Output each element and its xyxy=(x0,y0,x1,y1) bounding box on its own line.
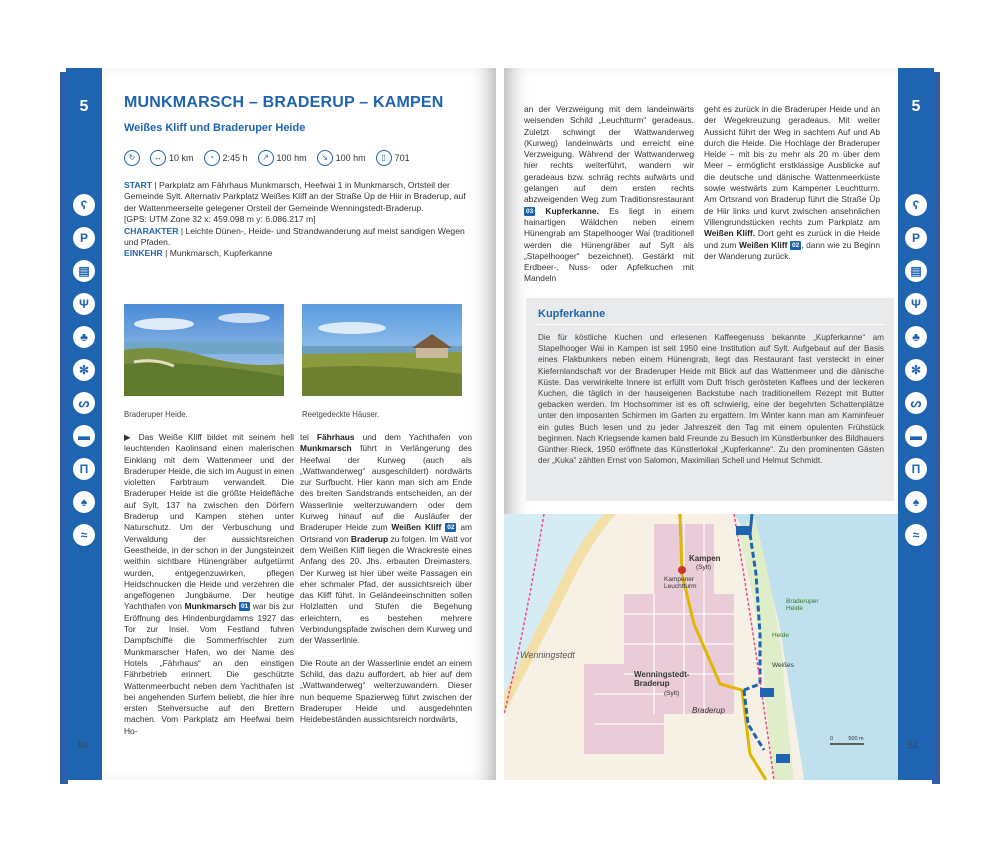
sidebar-icon-column xyxy=(70,194,98,557)
ascent-icon: ↗ xyxy=(258,150,274,166)
clock-icon: ◔ xyxy=(204,150,220,166)
left-page xyxy=(66,68,496,780)
right-page xyxy=(504,68,934,780)
caption-photo-1: Braderuper Heide. xyxy=(124,410,188,419)
parking-icon: P xyxy=(73,227,95,249)
distance-icon: ↔ xyxy=(150,150,166,166)
book-spread xyxy=(60,68,940,788)
bicycle-icon: ᔕ xyxy=(73,392,95,414)
chapter-number: 5 xyxy=(79,98,89,115)
map-label-wenningstedt-braderup: Wenningstedt-Braderup xyxy=(634,670,690,688)
bed-icon: ▬ xyxy=(905,425,927,447)
restaurant-icon: Ψ xyxy=(905,293,927,315)
stat-descent: 100 hm xyxy=(335,153,366,163)
route-icon: ↻ xyxy=(124,150,140,166)
kupferkanne-text: Die für köstliche Kuchen und erlesenen Kaffeegenuss bekannte „Kupferkanne“ am Stapelhooger Wai in Kampen ist seit 1950 eine Institution auf Sylt. Aufgebaut auf der Basis eines Flakbunkers neben einem Hünengrab, liegt das Restaurant fast versteckt in einer Kiefernlandschaft vor der Braderuper Heide mit Blick auf das Wattenmeer und die dänische Küste. Das verwinkelte Innere ist erfüllt vom Duft frisch gerösteten Kaffees und der leckeren Kuchen, die täglich in der hauseigenen Backstube nach traditionellem Rezept mit Butter gebacken werden. Im Hochsommer ist es oft schwierig, eine der begehrten Schattenplätze unter den imposanten Schirmen im Garten zu ergattern. Im Winter kann man am Kaminfeuer ein gutes Buch lesen und zu jeder Jahreszeit den Tag mit einem opulenten Frühstück beginnen. Nach Kriegsende kamen bald Freunde zu Besuch im Künstlerbunker des Bildhauers Günther Rieck, 1950 eröffnete das Künstlerlokal „Kupferkanne“. Zu den prominenten Gästen der „Kuka“ zählten Ernst von Salomon, Maximilian Schell und Helmut Schmidt. xyxy=(538,333,884,466)
page-title: MUNKMARSCH – BRADERUP – KAMPEN xyxy=(124,94,444,111)
text-start-icon: ▶ xyxy=(124,432,139,442)
parking-icon: P xyxy=(905,227,927,249)
chapter-number-right: 5 xyxy=(911,98,921,115)
museum-icon: Π xyxy=(73,458,95,480)
map-label-weisses: Weißes xyxy=(772,662,794,669)
bus-icon: ▤ xyxy=(905,260,927,282)
swim-icon: ≈ xyxy=(905,524,927,546)
museum-icon: Π xyxy=(905,458,927,480)
gps-info: [GPS: UTM Zone 32 x: 459.098 m y: 6.086.217 m] xyxy=(124,214,316,225)
character-info: CHARAKTER | Leichte Dünen-, Heide- und Strandwanderung auf meist sandigen Wegen und Pfaden. xyxy=(124,225,465,248)
map-label-kampen: Kampen xyxy=(689,554,721,563)
swim-icon: ≈ xyxy=(73,524,95,546)
box-divider xyxy=(536,324,884,325)
stat-map: 701 xyxy=(394,153,410,163)
stat-distance: 10 km xyxy=(169,153,194,163)
map-scale: 0 500 m xyxy=(830,736,864,742)
stop-info: EINKEHR | Munkmarsch, Kupferkanne xyxy=(124,248,273,259)
photo-reetgedeckte-haeuser xyxy=(302,304,462,396)
page-subtitle: Weißes Kliff und Braderuper Heide xyxy=(124,122,306,134)
left-sidebar xyxy=(66,68,102,780)
stat-ascent: 100 hm xyxy=(276,153,307,163)
sidebar-icon-column-right xyxy=(902,194,930,557)
stat-duration: 2:45 h xyxy=(222,153,248,163)
kupferkanne-title: Kupferkanne xyxy=(538,308,606,320)
left-text-column-2: tel Fährhaus und dem Yachthafen von Munkmarsch führt in Verlängerung des Heefwai der Kurweg (auch als „Wattwanderweg“ ausgeschildert) nordwärts zur Surfbucht. Hier kann man sich am Ende des breiten Sandstrands entscheiden, an der Wasserlinie weiterzuwandern oder dem Kurweg hinauf auf die Ausläufer der Braderuper Heide zum Weißen Kliff 02 am Ortsrand von Braderup zu folgen. Im Watt vor dem Weißen Kliff liegen die Wrackreste eines Anfang des 20. Jhs. erbauten Dreimasters. Der Kurweg ist hier über weite Passagen ein eher schmaler Pfad, der aussichtsreich über das Kliff führt. In Geländeeinschnitten sollen Holzlatten und Stufen die Begehung erleichtern, es bestehen mehrere Verbindungspfade zwischen dem Kurweg und der Wasserlinie. Die Route an der Wasserlinie endet an einem Schild, das dazu auffordert, ab hier auf dem „Wattwanderweg“ weiterzuwandern. Dieser nun bequeme Spazierweg führt zwischen der Braderuper Heide und ausgedehnten Heidebeständen aussichtsreich nordwärts, xyxy=(300,432,473,725)
tree-icon: ♣ xyxy=(905,326,927,348)
caption-photo-2: Reetgedeckte Häuser. xyxy=(302,410,380,419)
bus-icon: ▤ xyxy=(73,260,95,282)
snowflake-icon: ✻ xyxy=(905,359,927,381)
right-text-column-2: geht es zurück in die Braderuper Heide und an der Wegekreuzung geradeaus. Mit weiter Aussicht führt der Weg in sachtem Auf und Ab durch die Heide. Die Hochlage der Braderuper Heide – mit bis zu mehr als 20 m über dem Meer – ermöglicht erstklassige Ausblicke auf die deutsche und dänische Wattenmeerküste sowie westwärts zum Kampener Leuchtturm. Am Ortsrand von Braderup führt die Straße Üp de Hiir links und kurvt zwischen ansehnlichen Villengrundstücken rechts zum Parkplatz am Weißen Kliff. Dort geht es zurück in die Heide und zum Weißen Kliff 02 , dann wie zu Beginn der Wanderung zurück. xyxy=(704,104,881,261)
map-label-braderup: Braderup xyxy=(692,706,725,715)
map-label-leuchtturm: Kampener Leuchtturm xyxy=(664,576,697,590)
forest-icon: ♠ xyxy=(905,491,927,513)
route-map xyxy=(504,514,898,780)
photo-braderuper-heide xyxy=(124,304,284,396)
tour-stats xyxy=(124,150,416,166)
map-label-heide: Heide xyxy=(772,632,789,639)
kupferkanne-box xyxy=(526,298,894,501)
map-label-kampen-sub: (Sylt) xyxy=(696,564,712,571)
map-label-braderuper-heide: Braderuper Heide xyxy=(786,598,819,612)
page-number-left: 50 xyxy=(78,740,89,750)
bicycle-icon: ᔕ xyxy=(905,392,927,414)
left-text-column-1: ▶ Das Weiße Kliff bildet mit seinem hell leuchtenden Kaolinsand einen malerischen Einklang mit dem Wattenmeer und der Braderuper Heide, die sich im August in einen violetten Farbtraum verwandelt. Die Braderuper Heide ist die größte Heidefläche auf Sylt, 137 ha zwischen den Dörfern Braderup und Kampen stehen unter Naturschutz. Um der Verbuschung und Verwaldung der aussichtsreichen Geestheide, in der schon in der Jungsteinzeit weithin sichtbare Hünengräber aufgetürmt wurden, entgegenzuwirken, pflegen Heidschnucken die Heide und verzehren die angeflogenen Jungbäume. Der heutige Yachthafen von Munkmarsch 01 war bis zur Eröffnung des Hindenburgdamms 1927 das Tor zur Insel. Vom Festland fuhren Dampfschiffe die Sommerfrischler zum Munkmarscher Hafen, wo der Name des Hotels „Fährhaus“ an den einstigen Fährbetrieb erinnert. Die geschützte Wattenmeerbucht neben dem Yachthafen ist bei angehenden Surfern beliebt, die hier ihre ersten Stehversuche auf den Brettern machen. Vom Parkplatz am Heefwai beim Ho- xyxy=(124,432,295,736)
tree-icon: ♣ xyxy=(73,326,95,348)
restaurant-icon: Ψ xyxy=(73,293,95,315)
page-number-right: 51 xyxy=(908,740,919,750)
map-label-wenningstedt-sub: (Sylt) xyxy=(664,690,680,697)
bear-icon: ʕ xyxy=(73,194,95,216)
start-info: START | Parkplatz am Fährhaus Munkmarsch, Heefwai 1 in Munkmarsch, Ortsteil der Gemeinde Sylt. Alternativ Parkplatz Weißes Kliff an der Straße Üp de Hiir in Braderup, auf der Wattenmeerseite gelegener Orsteil der Gemeinde Wenningstedt-Braderup. xyxy=(124,180,466,213)
descent-icon: ↘ xyxy=(317,150,333,166)
bed-icon: ▬ xyxy=(73,425,95,447)
map-label-wenningstedt: Wenningstedt xyxy=(520,650,575,660)
snowflake-icon: ✻ xyxy=(73,359,95,381)
map-icon: ▯ xyxy=(376,150,392,166)
tour-info xyxy=(124,180,469,260)
right-sidebar xyxy=(898,68,934,780)
bear-icon: ʕ xyxy=(905,194,927,216)
forest-icon: ♠ xyxy=(73,491,95,513)
right-text-column-1: an der Verzweigung mit dem landeinwärts weisenden Schild „Leuchtturm“ geradeaus. Zuletzt schwingt der Wattwanderweg (Kurweg) landeinwärts und erreicht eine Verzweigung. Während der Wattwanderweg hier rechts weiterführt, wandern wir geradeaus bzw. schräg rechts aufwärts und gelangen auf dem ersten rechts abzweigenden Weg zum Traditionsrestaurant 03 Kupferkanne. Es liegt in einem hainartigen Wäldchen neben einem Hünengrab am Stapelhooger Wai (traditionell werden die Hünengräber auf Sylt als „Stapelhooger“ bezeichnet). Gestärkt mit Erdbeer-, Nuss- oder Apfelkuchen mit Mandeln xyxy=(524,104,694,284)
